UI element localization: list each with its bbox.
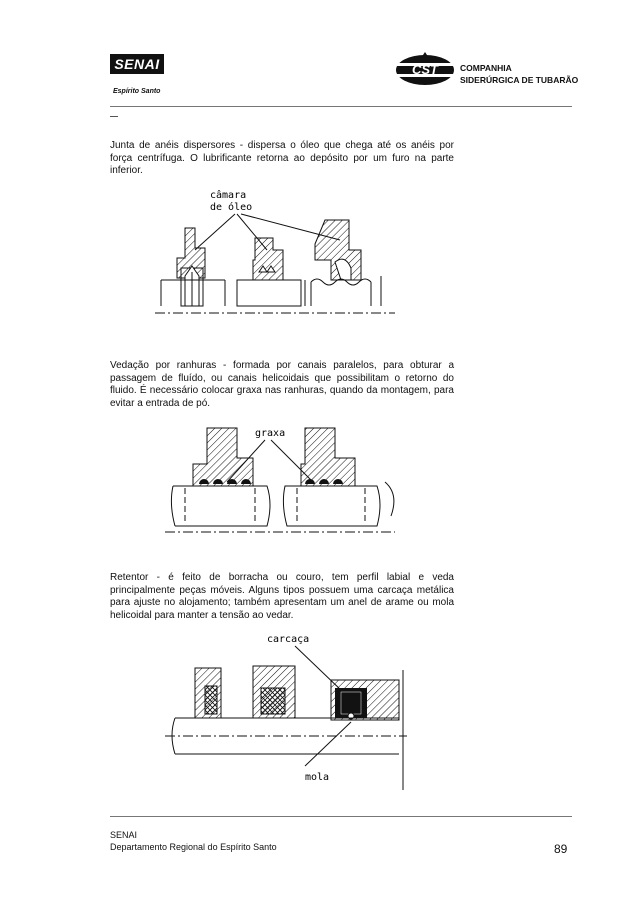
figure-retainer bbox=[155, 630, 415, 790]
section-2-text: Vedação por ranhuras - formada por canais paralelos, para obturar a passagem de fluído, ou canais helicoidais que possibilitam o retorno do fluido. É necessário colocar graxa nas ranhuras, quando da montagem, para evitar a entrada de pó. bbox=[110, 360, 454, 409]
label-camara: câmara bbox=[210, 190, 247, 201]
page-number: 89 bbox=[554, 842, 568, 856]
company-line-1: COMPANHIA bbox=[460, 63, 512, 73]
header-tick bbox=[110, 116, 118, 117]
label-de-oleo: de óleo bbox=[210, 202, 253, 213]
section-1-text: Junta de anéis dispersores - dispersa o óleo que chega até os anéis por força centrífuga. O lubrificante retorna ao depósito por um furo na parte inferior. bbox=[110, 140, 454, 177]
company-line-2: SIDERÚRGICA DE TUBARÃO bbox=[460, 75, 579, 85]
label-carcaca: carcaça bbox=[267, 634, 310, 645]
header-divider bbox=[110, 106, 572, 107]
company-name bbox=[460, 62, 578, 86]
footer-department: Departamento Regional do Espírito Santo bbox=[110, 842, 277, 852]
section-3-text: Retentor - é feito de borracha ou couro, tem perfil labial e veda principalmente peças móveis. Alguns tipos possuem uma carcaça metálica para ajuste no alojamento; também apresentam um anel de arame ou mola helicoidal para manter a tensão ao vedar. bbox=[110, 572, 454, 621]
senai-logo: SENAI bbox=[110, 54, 164, 74]
label-mola: mola bbox=[305, 772, 330, 783]
cst-logo bbox=[394, 52, 456, 88]
figure-dispersor-rings bbox=[155, 188, 405, 328]
footer-divider bbox=[110, 816, 572, 817]
figure-groove-seal bbox=[155, 424, 405, 544]
footer-org: SENAI bbox=[110, 830, 138, 840]
label-graxa: graxa bbox=[255, 428, 286, 439]
svg-text:CST: CST bbox=[412, 62, 438, 77]
senai-logo-subtitle: Espírito Santo bbox=[113, 88, 161, 95]
